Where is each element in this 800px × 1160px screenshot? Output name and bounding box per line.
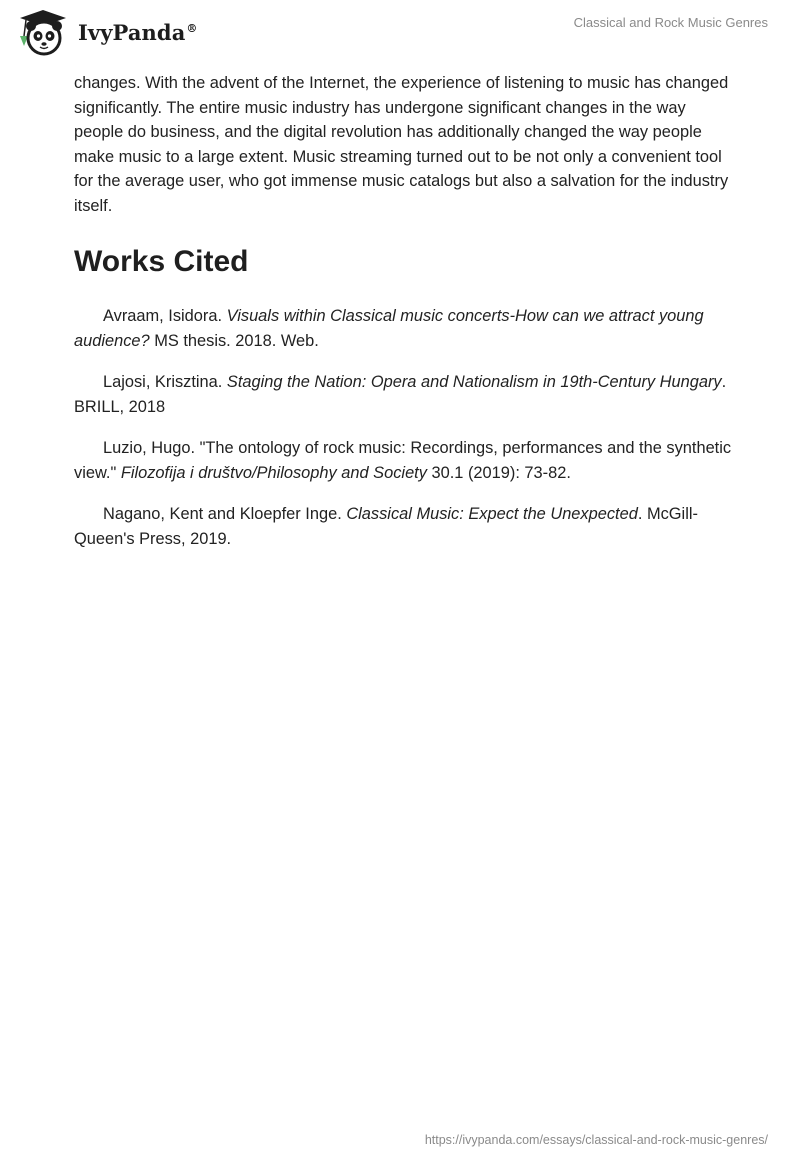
citation-title: Classical Music: Expect the Unexpected <box>346 505 638 523</box>
citation-title: Staging the Nation: Opera and Nationalism in 19th-Century Hungary <box>226 373 722 391</box>
works-cited-list <box>74 304 734 551</box>
citation-entry: Luzio, Hugo. "The ontology of rock music: Recordings, performances and the synthetic view." Filozofija i društvo/Philosophy and Society 30.1 (2019): 73-82. <box>74 439 732 482</box>
works-cited-heading: Works Cited <box>74 245 249 278</box>
body-paragraph: changes. With the advent of the Internet, the experience of listening to music has changed significantly. The entire music industry has undergone significant changes in the way people do business, and the digital revolution has additionally changed the way people make music to a large extent. Music streaming turned out to be not only a convenient tool for the average user, who got immense music catalogs but also a salvation for the industry itself. <box>74 74 729 215</box>
citation-title: Filozofija i društvo/Philosophy and Society <box>120 463 427 482</box>
ivypanda-logo[interactable] <box>14 8 198 56</box>
citation-entry: Nagano, Kent and Kloepfer Inge. Classical Music: Expect the Unexpected. McGill-Queen's Press, 2019. <box>74 505 698 548</box>
document-body <box>74 71 734 568</box>
registered-mark: ® <box>186 21 198 35</box>
citation-title: Visuals within Classical music concerts-How can we attract young audience? <box>74 307 704 350</box>
page-header <box>0 0 800 64</box>
running-title: Classical and Rock Music Genres <box>573 15 768 30</box>
citation-entry: Lajosi, Krisztina. Staging the Nation: Opera and Nationalism in 19th-Century Hungary. BRILL, 2018 <box>74 373 727 416</box>
citation-entry: Avraam, Isidora. Visuals within Classical music concerts-How can we attract young audience? MS thesis. 2018. Web. <box>74 307 704 350</box>
source-url-link[interactable]: https://ivypanda.com/essays/classical-and-rock-music-genres/ <box>424 1133 768 1147</box>
panda-graduate-icon <box>14 8 72 56</box>
logo-text: IvyPanda® <box>78 19 198 45</box>
